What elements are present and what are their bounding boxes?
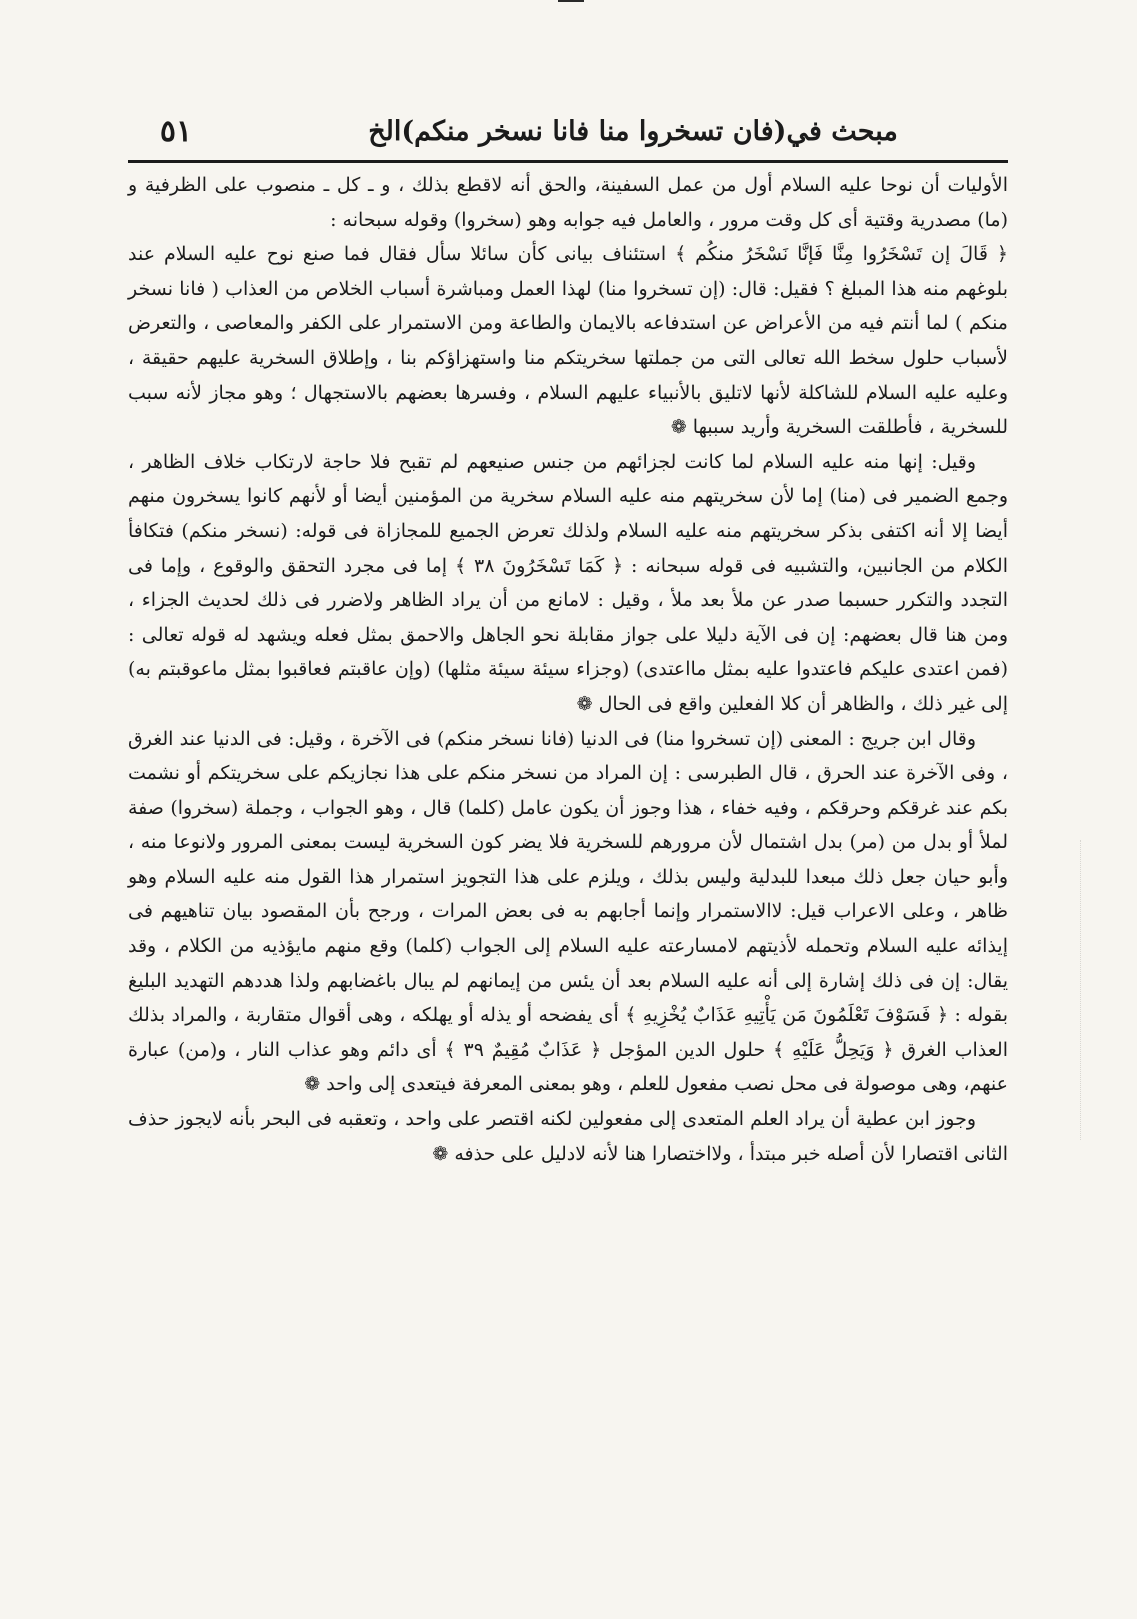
paragraph-5: وجوز ابن عطية أن يراد العلم المتعدى إلى مفعولين لكنه اقتصر على واحد ، وتعقبه فى البحر بأنه لايجوز حذف الثانى اقتصارا لأن أصله خبر مبتدأ ، ولااختصارا هنا لأنه لادليل على حذفه ❁ xyxy=(128,1108,1008,1165)
scan-artifact xyxy=(1080,840,1083,1140)
paragraph-3: وقيل: إنها منه عليه السلام لما كانت لجزائهم من جنس صنيعهم لم تقبح فلا حاجة لارتكاب خلاف الظاهر ، وجمع الضمير فى (منا) إما لأن سخريتهم منه عليه السلام سخرية من المؤمنين أيضا أو لأنهم كانوا يسخرون منهم أيضا إلا أنه اكتفى بذكر سخريتهم منه عليه السلام ولذلك تعرض الجميع للمجازاة فى قوله: (نسخر منكم) فتكافأ الكلام من الجانبين، والتشبيه فى قوله سبحانه : ﴿ كَمَا تَسْخَرُونَ ٣٨ ﴾ إما فى مجرد التحقق والوقوع ، وإما فى التجدد والتكرر حسبما صدر عن ملأ بعد ملأ ، وقيل : لامانع من أن يراد الظاهر ولاضرر فى ذلك لحديث الجزاء ، ومن هنا قال بعضهم: إن فى الآية دليلا على جواز مقابلة نحو الجاهل والاحمق بمثل فعله ويشهد له قوله تعالى : (فمن اعتدى عليكم فاعتدوا عليه بمثل مااعتدى) (وجزاء سيئة سيئة مثلها) (وإن عاقبتم فعاقبوا بمثل ماعوقبتم به) إلى غير ذلك ، والظاهر أن كلا الفعلين واقع فى الحال ❁ xyxy=(128,450,1008,715)
body-text xyxy=(128,168,1008,1171)
page-title: مبحث في(فان تسخروا منا فانا نسخر منكم)الخ xyxy=(368,116,898,147)
paragraph-4: وقال ابن جريج : المعنى (إن تسخروا منا) فى الدنيا (فانا نسخر منكم) فى الآخرة ، وقيل: فى الدنيا عند الغرق ، وفى الآخرة عند الحرق ، قال الطبرسى : إن المراد من نسخر منكم على هذا نجازيكم على سخريتكم أو نشمت بكم عند غرقكم وحرقكم ، وفيه خفاء ، هذا وجوز أن يكون عامل (كلما) قال ، وهو الجواب ، وجملة (سخروا) صفة لملأ أو بدل من (مر) بدل اشتمال لأن مرورهم للسخرية فلا يضر كون السخرية ليست بمعنى المرور ولانوعا منه ، وأبو حيان جعل ذلك مبعدا للبدلية وليس بذلك ، ويلزم على هذا التجويز استمرار هذا القول منه عليه السلام وهو ظاهر ، وعلى الاعراب قيل: لاالاستمرار وإنما أجابهم به فى بعض المرات ، ورجح بأن المقصود بيان تناهيهم فى إيذائه عليه السلام وتحمله لأذيتهم لامسارعته عليه السلام إلى الجواب (كلما) وقع منهم مايؤذيه من الكلام ، وقد يقال: إن فى ذلك إشارة إلى أنه عليه السلام بعد أن يئس من إيمانهم لم يبال باغضابهم ولذا هددهم التهديد البليغ بقوله : ﴿ فَسَوْفَ تَعْلَمُونَ مَن يَأْتِيهِ عَذَابٌ يُخْزِيهِ ﴾ أى يفضحه أو يذله أو يهلكه ، وهى أقوال متقاربة ، والمراد بذلك العذاب الغرق ﴿ وَيَحِلُّ عَلَيْهِ ﴾ حلول الدين المؤجل ﴿ عَذَابٌ مُقِيمٌ ٣٩ ﴾ أى دائم وهو عذاب النار ، و(من) عبارة عنهم، وهى موصولة فى محل نصب مفعول للعلم ، وهو بمعنى المعرفة فيتعدى إلى واحد ❁ xyxy=(128,727,1009,1096)
top-edge-mark xyxy=(558,0,584,2)
paragraph-1: الأوليات أن نوحا عليه السلام أول من عمل السفينة، والحق أنه لاقطع بذلك ، و ـ كل ـ منصوب على الظرفية و (ما) مصدرية وقتية أى كل وقت مرور ، والعامل فيه جوابه وهو (سخروا) وقوله سبحانه : xyxy=(128,174,1008,231)
page-number: ٥١ xyxy=(159,114,193,149)
paragraph-2: ﴿ قَالَ إن تَسْخَرُوا مِنَّا فَإنَّا نَسْخَرُ منكُم ﴾ استئناف بيانى كأن سائلا سأل فقال فما صنع نوح عليه السلام عند بلوغهم منه هذا المبلغ ؟ فقيل: قال: (إن تسخروا منا) لهذا العمل ومباشرة أسباب الخلاص من العذاب ( فانا نسخر منكم ) لما أنتم فيه من الأعراض عن استدفاعه بالايمان والطاعة ومن الاستمرار على الكفر والمعاصى ، والتعرض لأسباب حلول سخط الله تعالى التى من جملتها سخريتكم منا واستهزاؤكم بنا ، وإطلاق السخرية عليهم حقيقة ، وعليه عليه السلام للشاكلة لأنها لاتليق بالأنبياء عليهم السلام ، وفسرها بعضهم بالاستجهال ؛ وهو مجاز لأنه سبب للسخرية ، فأطلقت السخرية وأريد سببها ❁ xyxy=(128,243,1008,439)
header-divider xyxy=(128,160,1008,163)
page-header xyxy=(128,112,1008,160)
